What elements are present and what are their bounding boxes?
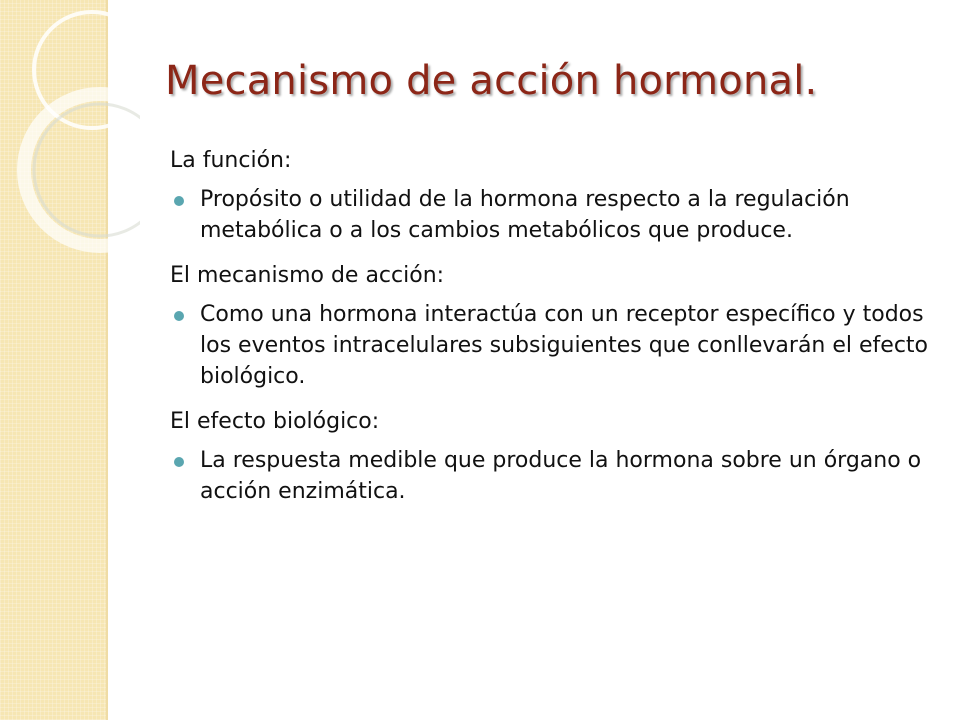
round-bullet-icon <box>174 311 184 321</box>
section-heading-mecanismo: El mecanismo de acción: <box>170 263 445 288</box>
bullet-item-efecto <box>170 445 940 507</box>
bullet-text: Propósito o utilidad de la hormona respecto a la regulación metabólica o a los cambios metabólicos que produce. <box>200 187 850 243</box>
bullet-item-mecanismo <box>170 299 940 392</box>
section-heading-efecto: El efecto biológico: <box>170 409 380 434</box>
bullet-text: La respuesta medible que produce la hormona sobre un órgano o acción enzimática. <box>200 448 922 504</box>
section-heading-funcion: La función: <box>170 148 292 173</box>
bullet-item-funcion <box>170 184 940 246</box>
slide-title: Mecanismo de acción hormonal. <box>165 58 818 104</box>
round-bullet-icon <box>174 457 184 467</box>
round-bullet-icon <box>174 196 184 206</box>
bullet-text: Como una hormona interactúa con un receptor específico y todos los eventos intracelulares subsiguientes que conllevarán el efecto biológico. <box>200 302 928 389</box>
slide-content <box>170 145 940 515</box>
ring-decoration-icon <box>0 0 140 260</box>
